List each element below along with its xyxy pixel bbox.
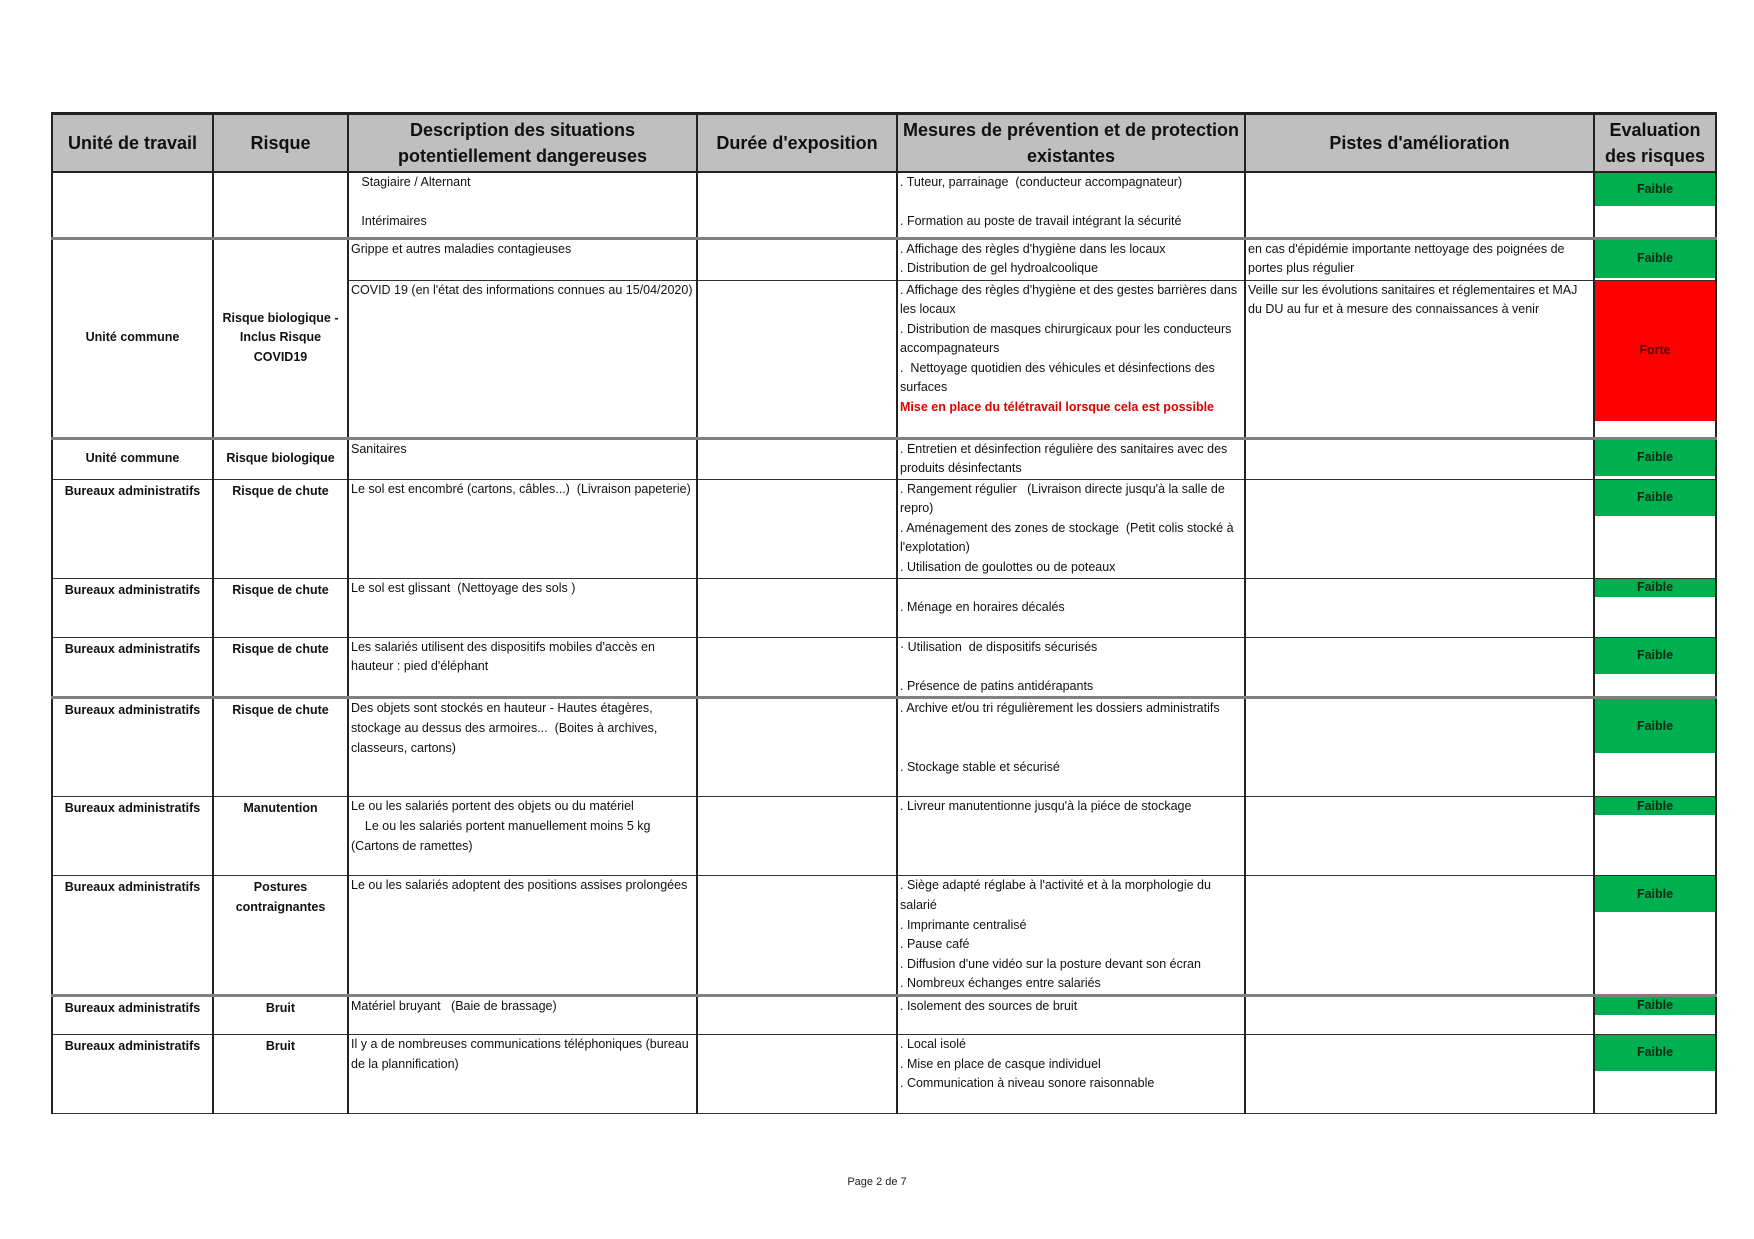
cell-improvements (1245, 238, 1594, 280)
cell-evaluation (1594, 797, 1716, 876)
table-row (52, 996, 1716, 1035)
cell-improvements (1245, 876, 1594, 996)
measure-line: . Distribution de masques chirurgicaux pour les conducteurs accompagnateurs (900, 321, 1235, 356)
risk-level-badge: Faible (1595, 797, 1715, 815)
cell-description (348, 698, 697, 797)
description-line: Stagiaire / Alternant (351, 175, 471, 189)
risk-text: Risque de chute (232, 483, 329, 498)
measure-line: . Isolement des sources de bruit (900, 999, 1078, 1014)
description-line: Le sol est glissant (Nettoyage des sols ) (351, 580, 576, 595)
cell-improvements (1245, 172, 1594, 238)
header-evaluation-line2: des risques (1604, 146, 1706, 166)
cell-duration (697, 996, 897, 1035)
cell-improvements (1245, 578, 1594, 637)
measure-line: . Aménagement des zones de stockage (Petit colis stocké à l'explotation) (900, 520, 1237, 555)
unit-text: Bureaux administratifs (64, 801, 201, 816)
table-row (52, 479, 1716, 578)
cell-duration (697, 238, 897, 280)
measure-line: . Imprimante centralisé (900, 917, 1027, 932)
measure-line: · Utilisation de dispositifs sécurisés (900, 639, 1098, 654)
measure-line: . Tuteur, parrainage (conducteur accompagnateur) (900, 175, 1183, 189)
unit-text: Bureaux administratifs (64, 582, 201, 597)
measure-line: . Pause café (900, 937, 970, 952)
cell-risk (213, 637, 348, 698)
description-line: Le sol est encombré (cartons, câbles...) (Livraison papeterie) (351, 481, 691, 496)
cell-improvements (1245, 1035, 1594, 1114)
description-line (351, 193, 694, 213)
cell-unit (52, 876, 213, 996)
cell-measures (897, 797, 1245, 876)
cell-risk (213, 172, 348, 238)
description-line: Grippe et autres maladies contagieuses (351, 241, 572, 256)
description-line: Le ou les salariés adoptent des positions assises prolongées (351, 878, 688, 893)
measure-line: . Affichage des règles d'hygiène et des gestes barrières dans les locaux (900, 282, 1241, 317)
cell-measures (897, 438, 1245, 479)
cell-duration (697, 1035, 897, 1114)
measure-line: . Distribution de gel hydroalcoolique (900, 261, 1099, 276)
risk-text: Risque de chute (232, 703, 329, 718)
header-description-line2: potentiellement dangereuses (397, 146, 648, 166)
cell-risk (213, 1035, 348, 1114)
risk-text: Bruit (265, 1039, 296, 1054)
cell-duration (697, 698, 897, 797)
cell-improvements (1245, 438, 1594, 479)
cell-evaluation (1594, 172, 1716, 238)
table-row (52, 238, 1716, 280)
cell-description (348, 637, 697, 698)
cell-measures (897, 876, 1245, 996)
header-pistes: Pistes d'amélioration (1245, 114, 1594, 173)
header-mesures (897, 114, 1245, 173)
cell-unit (52, 172, 213, 238)
cell-unit (52, 238, 213, 438)
risk-level-badge: Forte (1595, 281, 1715, 421)
cell-description (348, 280, 697, 438)
cell-description (348, 438, 697, 479)
unit-text: Bureaux administratifs (64, 1039, 201, 1054)
cell-risk (213, 438, 348, 479)
cell-unit (52, 698, 213, 797)
cell-measures (897, 479, 1245, 578)
cell-description (348, 797, 697, 876)
cell-description (348, 479, 697, 578)
page-number: Page 2 de 7 (847, 1176, 907, 1188)
cell-risk (213, 238, 348, 438)
measure-line: . Siège adapté réglabe à l'activité et à la morphologie du salarié (900, 878, 1215, 913)
measure-line: . Affichage des règles d'hygiène dans les locaux (900, 241, 1166, 256)
header-description-line1: Description des situations (409, 120, 636, 140)
measure-line: . Communication à niveau sonore raisonnable (900, 1076, 1155, 1091)
description-line: Les salariés utilisent des dispositifs mobiles d'accès en hauteur : pied d'éléphant (351, 639, 659, 674)
risk-text: Bruit (265, 1001, 296, 1016)
description-line: (Cartons de ramettes) (351, 838, 473, 853)
cell-description (348, 238, 697, 280)
measure-line: . Nettoyage quotidien des véhicules et désinfections des surfaces (900, 360, 1219, 395)
cell-measures (897, 1035, 1245, 1114)
risk-level-badge: Faible (1595, 876, 1715, 912)
header-risque: Risque (213, 114, 348, 173)
risk-text: Risque de chute (232, 641, 329, 656)
description-line: Sanitaires (351, 441, 407, 456)
risk-text: Postures contraignantes (235, 880, 326, 915)
measure-line: . Entretien et désinfection régulière des sanitaires avec des produits désinfectants (900, 441, 1231, 476)
table-row (52, 578, 1716, 637)
cell-measures (897, 172, 1245, 238)
cell-measures (897, 280, 1245, 438)
description-line: Intérimaires (351, 214, 427, 229)
risk-level-badge: Faible (1595, 1035, 1715, 1071)
unit-text: Bureaux administratifs (64, 703, 201, 718)
header-mesures-line2: existantes (1026, 146, 1116, 166)
risk-level-badge: Faible (1595, 440, 1715, 476)
cell-evaluation (1594, 876, 1716, 996)
improvement-line: Veille sur les évolutions sanitaires et réglementaires et MAJ du DU au fur et à mesure des connaissances à venir (1248, 282, 1581, 317)
measure-line (900, 579, 1242, 599)
measure-line (900, 657, 1242, 677)
risk-text: Risque biologique - Inclus Risque COVID19 (222, 310, 339, 364)
risk-text: Manutention (243, 801, 318, 816)
risk-text: Risque de chute (232, 582, 329, 597)
cell-evaluation (1594, 438, 1716, 479)
cell-unit (52, 637, 213, 698)
table-row (52, 876, 1716, 996)
cell-duration (697, 479, 897, 578)
header-duree: Durée d'exposition (697, 114, 897, 173)
risk-level-badge: Faible (1595, 699, 1715, 753)
description-line: Matériel bruyant (Baie de brassage) (351, 999, 557, 1014)
cell-evaluation (1594, 996, 1716, 1035)
cell-duration (697, 280, 897, 438)
cell-unit (52, 479, 213, 578)
table-row (52, 1035, 1716, 1114)
cell-duration (697, 876, 897, 996)
cell-improvements (1245, 479, 1594, 578)
cell-risk (213, 479, 348, 578)
measure-line: . Livreur manutentionne jusqu'à la piéce de stockage (900, 799, 1192, 814)
cell-measures (897, 238, 1245, 280)
table-row (52, 797, 1716, 876)
description-line: Le ou les salariés portent manuellement moins 5 kg (351, 819, 651, 834)
cell-risk (213, 698, 348, 797)
measure-line: . Diffusion d'une vidéo sur la posture devant son écran (900, 956, 1201, 971)
risk-level-badge: Faible (1595, 240, 1715, 278)
cell-description (348, 996, 697, 1035)
risk-level-badge: Faible (1595, 173, 1715, 206)
cell-unit (52, 797, 213, 876)
cell-evaluation (1594, 698, 1716, 797)
cell-measures (897, 996, 1245, 1035)
measure-line: . Stockage stable et sécurisé (900, 760, 1060, 775)
risk-level-badge: Faible (1595, 579, 1715, 597)
measure-line: . Mise en place de casque individuel (900, 1056, 1101, 1071)
cell-evaluation (1594, 280, 1716, 438)
cell-unit (52, 578, 213, 637)
unit-text: Bureaux administratifs (64, 1001, 201, 1016)
risk-text: Risque biologique (226, 451, 335, 466)
cell-duration (697, 172, 897, 238)
cell-risk (213, 876, 348, 996)
unit-text: Unité commune (85, 451, 180, 466)
measure-highlight: Mise en place du télétravail lorsque cela est possible (900, 400, 1215, 415)
cell-evaluation (1594, 238, 1716, 280)
cell-risk (213, 797, 348, 876)
measure-line: . Présence de patins antidérapants (900, 678, 1094, 693)
cell-risk (213, 578, 348, 637)
description-line: Le ou les salariés portent des objets ou du matériel (351, 799, 634, 814)
cell-evaluation (1594, 479, 1716, 578)
cell-risk (213, 996, 348, 1035)
measure-line (900, 739, 1242, 759)
cell-unit (52, 996, 213, 1035)
cell-evaluation (1594, 1035, 1716, 1114)
cell-improvements (1245, 280, 1594, 438)
cell-description (348, 578, 697, 637)
table-row (52, 637, 1716, 698)
table-row (52, 438, 1716, 479)
measure-line (900, 193, 1242, 213)
cell-measures (897, 578, 1245, 637)
cell-unit (52, 1035, 213, 1114)
measure-line: . Archive et/ou tri régulièrement les dossiers administratifs (900, 701, 1220, 716)
measure-line: . Utilisation de goulottes ou de poteaux (900, 560, 1116, 575)
unit-text: Bureaux administratifs (64, 641, 201, 656)
cell-improvements (1245, 996, 1594, 1035)
measure-line: . Local isolé (900, 1037, 967, 1052)
risk-level-badge: Faible (1595, 997, 1715, 1015)
header-evaluation (1594, 114, 1716, 173)
cell-description (348, 876, 697, 996)
description-line: Il y a de nombreuses communications téléphoniques (bureau de la plannification) (351, 1037, 693, 1071)
improvement-line: en cas d'épidémie importante nettoyage des poignées de portes plus régulier (1248, 241, 1568, 276)
header-description (348, 114, 697, 173)
cell-evaluation (1594, 637, 1716, 698)
cell-improvements (1245, 637, 1594, 698)
description-line: Des objets sont stockés en hauteur - Hautes étagères, stockage au dessus des armoires... (Boites à archives, classeurs, cartons) (351, 701, 661, 755)
measure-line: . Ménage en horaires décalés (900, 600, 1065, 615)
risk-level-badge: Faible (1595, 480, 1715, 516)
cell-duration (697, 637, 897, 698)
risk-level-badge: Faible (1595, 638, 1715, 674)
cell-duration (697, 438, 897, 479)
table-header-row (52, 114, 1716, 173)
description-line: COVID 19 (en l'état des informations connues au 15/04/2020) (351, 282, 693, 297)
cell-measures (897, 637, 1245, 698)
cell-measures (897, 698, 1245, 797)
unit-text: Bureaux administratifs (64, 483, 201, 498)
measure-line: . Nombreux échanges entre salariés (900, 976, 1101, 991)
cell-description (348, 172, 697, 238)
cell-improvements (1245, 797, 1594, 876)
measure-line: . Rangement régulier (Livraison directe jusqu'à la salle de repro) (900, 481, 1229, 516)
cell-duration (697, 578, 897, 637)
cell-evaluation (1594, 578, 1716, 637)
cell-duration (697, 797, 897, 876)
cell-improvements (1245, 698, 1594, 797)
measure-line: . Formation au poste de travail intégrant la sécurité (900, 214, 1182, 229)
header-mesures-line1: Mesures de prévention et de protection (902, 120, 1240, 140)
risk-assessment-table (51, 112, 1715, 1114)
header-evaluation-line1: Evaluation (1609, 120, 1701, 140)
unit-text: Unité commune (85, 330, 180, 345)
table-row (52, 172, 1716, 238)
table-row (52, 698, 1716, 797)
header-unite: Unité de travail (52, 114, 213, 173)
unit-text: Bureaux administratifs (64, 880, 201, 895)
cell-unit (52, 438, 213, 479)
measure-line (900, 719, 1242, 739)
cell-description (348, 1035, 697, 1114)
